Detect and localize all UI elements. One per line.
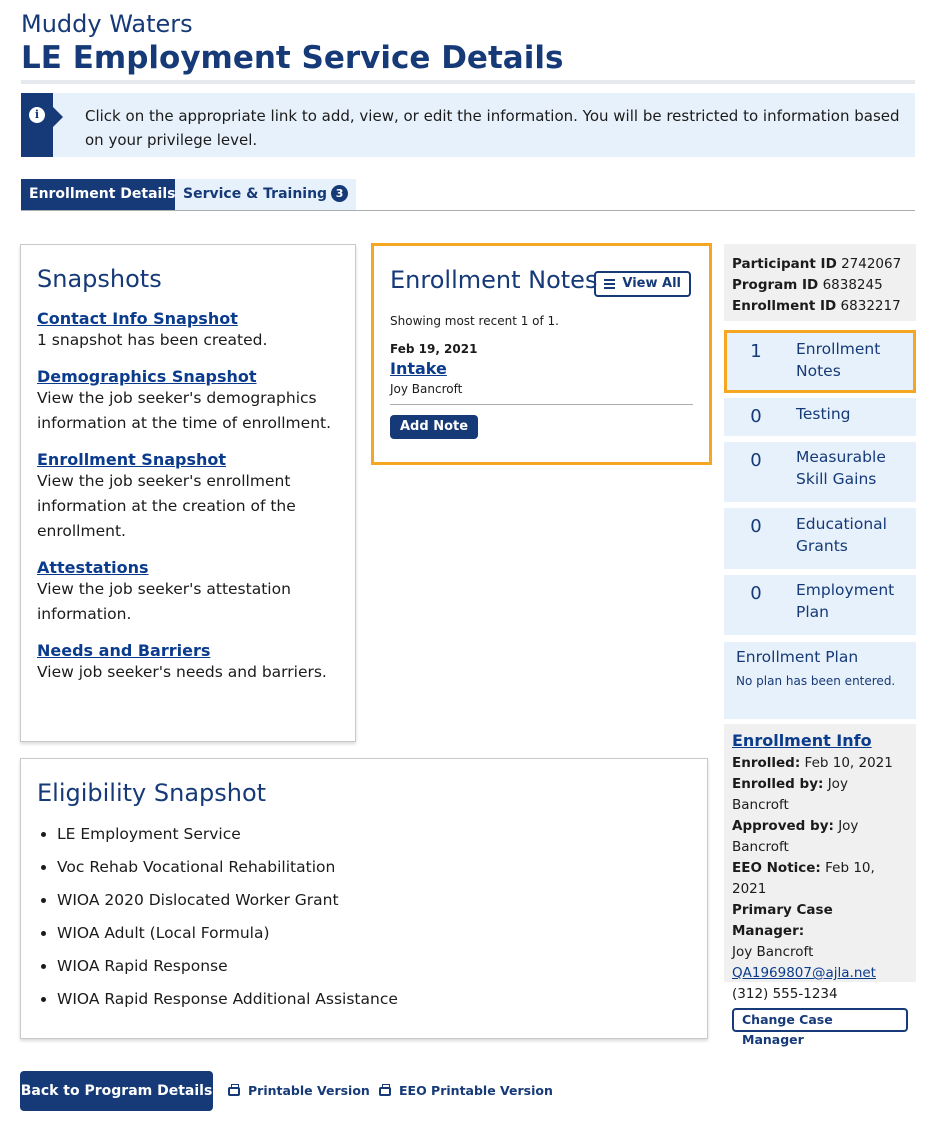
back-to-program-details-button[interactable]: Back to Program Details (20, 1071, 213, 1111)
stat-measurable-skill-gains[interactable] (724, 442, 916, 502)
header-divider (21, 80, 915, 84)
enrollment-plan-title: Enrollment Plan (736, 648, 859, 666)
stat-label: Educational Grants (796, 515, 887, 555)
program-id-value: 6838245 (822, 277, 883, 293)
enrollment-snapshot-link[interactable]: Enrollment Snapshot (37, 450, 227, 469)
note-author: Joy Bancroft (390, 382, 463, 396)
stat-label: Testing (796, 405, 851, 423)
list-item (37, 558, 339, 627)
list-item (37, 367, 339, 436)
attestations-link[interactable]: Attestations (37, 558, 149, 577)
add-note-button[interactable]: Add Note (390, 415, 478, 439)
participant-id-value: 2742067 (841, 256, 902, 272)
list-item (37, 309, 339, 353)
snapshot-description: View job seeker's needs and barriers. (37, 663, 327, 681)
stat-count: 0 (750, 450, 762, 471)
enrollment-plan-subtitle: No plan has been entered. (736, 674, 896, 688)
eligibility-list (37, 823, 691, 1010)
stat-count: 0 (750, 583, 762, 604)
case-manager-phone: (312) 555-1234 (732, 986, 838, 1002)
list-item: • WIOA Adult (Local Formula) (57, 922, 691, 944)
eeo-printable-version-link[interactable]: EEO Printable Version (379, 1083, 553, 1098)
stat-count: 1 (750, 341, 762, 362)
tab-service-training[interactable]: Service & Training 3 (175, 179, 356, 210)
snapshot-description: View the job seeker's enrollment information at the creation of the enrollment. (37, 472, 296, 540)
snapshots-title: Snapshots (37, 265, 162, 293)
notes-showing-text: Showing most recent 1 of 1. (390, 314, 559, 328)
case-manager-email-link[interactable]: QA1969807@ajla.net (732, 965, 876, 981)
printer-icon (379, 1087, 391, 1096)
list-item: • WIOA Rapid Response (57, 955, 691, 977)
enrollment-id-value: 6832217 (840, 298, 901, 314)
list-item: • WIOA Rapid Response Additional Assistance (57, 988, 691, 1010)
stat-enrollment-notes[interactable] (724, 330, 916, 393)
note-date: Feb 19, 2021 (390, 342, 478, 356)
alert-notch (53, 107, 63, 127)
enrollment-notes-card (371, 243, 712, 465)
id-summary (724, 244, 916, 321)
stat-label: Enrollment Notes (796, 340, 881, 380)
stat-educational-grants[interactable] (724, 508, 916, 569)
stat-label: Employment Plan (796, 581, 895, 621)
alert-text: Click on the appropriate link to add, view, or edit the information. You will be restricted to information based on your privilege level. (85, 107, 900, 149)
enrollment-info-box: Enrollment Info Enrolled: Feb 10, 2021 Enrolled by: Joy Bancroft Approved by: Joy Bancroft EEO Notice: Feb 10, 2021 Primary Case Manager: Joy Bancroft QA1969807@ajla.net (312) 555-1234 Change Case Manager (724, 724, 916, 982)
enrollment-info-link[interactable]: Enrollment Info (732, 731, 872, 750)
participant-id-label: Participant ID (732, 256, 837, 272)
stat-count: 0 (750, 406, 762, 427)
note-title-link[interactable]: Intake (390, 359, 447, 378)
list-item (37, 450, 339, 544)
needs-barriers-link[interactable]: Needs and Barriers (37, 641, 211, 660)
info-alert (21, 93, 915, 157)
eligibility-title: Eligibility Snapshot (37, 779, 267, 807)
list-item: • Voc Rehab Vocational Rehabilitation (57, 856, 691, 878)
enrolled-date: Feb 10, 2021 (804, 755, 893, 771)
snapshot-description: View the job seeker's attestation information. (37, 580, 291, 623)
enrollment-plan-box[interactable] (724, 642, 916, 719)
notes-divider (390, 404, 693, 405)
eligibility-card (20, 758, 708, 1039)
page-title: LE Employment Service Details (21, 40, 564, 76)
contact-info-snapshot-link[interactable]: Contact Info Snapshot (37, 309, 238, 328)
list-icon (604, 279, 615, 289)
demographics-snapshot-link[interactable]: Demographics Snapshot (37, 367, 257, 386)
change-case-manager-button[interactable]: Change Case Manager (732, 1008, 908, 1032)
snapshots-card (20, 244, 356, 742)
enrolled-by: Joy Bancroft (732, 776, 848, 813)
enrollment-id-label: Enrollment ID (732, 298, 837, 314)
case-manager-name: Joy Bancroft (732, 944, 814, 960)
tab-bar (21, 179, 915, 211)
list-item: • WIOA 2020 Dislocated Worker Grant (57, 889, 691, 911)
participant-name: Muddy Waters (21, 10, 193, 38)
snapshot-description: View the job seeker's demographics information at the time of enrollment. (37, 389, 332, 432)
tab-enrollment-details[interactable]: Enrollment Details (21, 179, 183, 210)
info-icon: i (29, 107, 45, 123)
approved-by: Joy Bancroft (732, 818, 859, 855)
stat-label: Measurable Skill Gains (796, 448, 886, 488)
program-id-label: Program ID (732, 277, 819, 293)
eeo-notice-date: Feb 10, 2021 (732, 860, 875, 897)
list-item (37, 641, 339, 685)
printer-icon (228, 1087, 240, 1096)
stat-employment-plan[interactable] (724, 575, 916, 635)
view-all-button[interactable]: View All (594, 271, 691, 297)
snapshot-description: 1 snapshot has been created. (37, 331, 268, 349)
stat-testing[interactable] (724, 398, 916, 436)
stat-count: 0 (750, 516, 762, 537)
list-item: • LE Employment Service (57, 823, 691, 845)
enrollment-notes-title: Enrollment Notes (390, 266, 598, 294)
tab-count-badge: 3 (331, 185, 348, 202)
printable-version-link[interactable]: Printable Version (228, 1083, 370, 1098)
